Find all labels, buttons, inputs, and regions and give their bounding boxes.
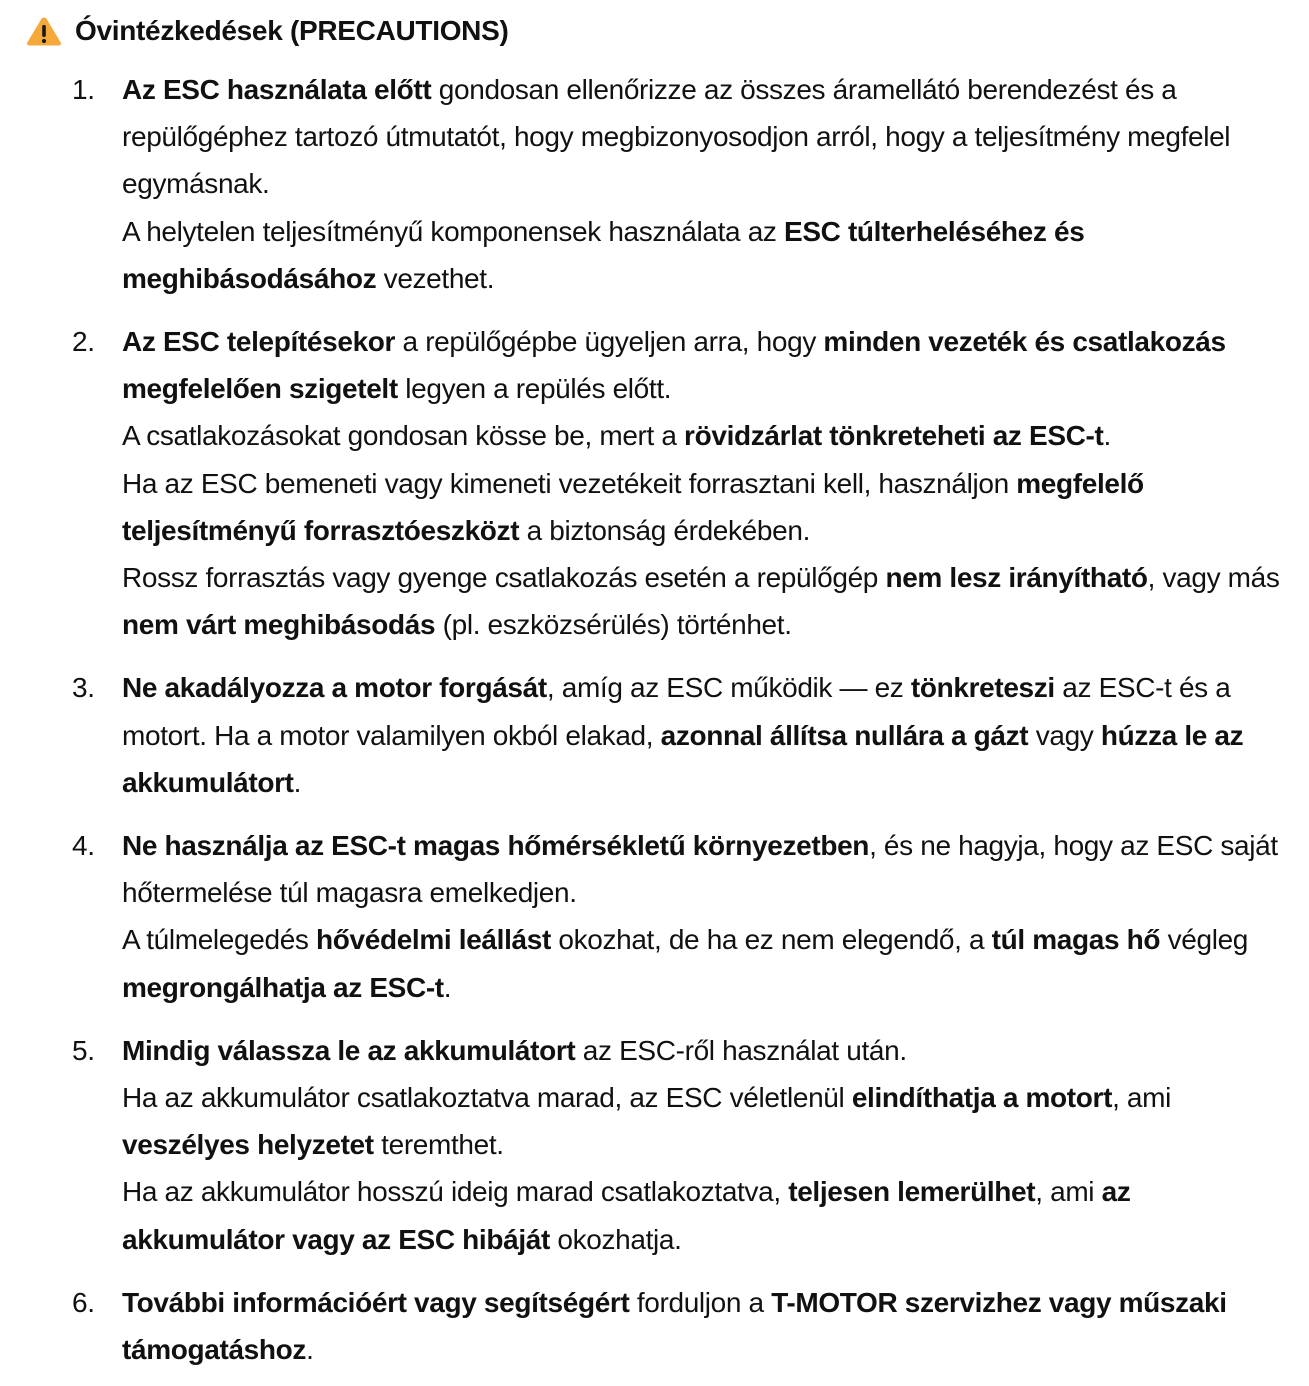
body-text: vezethet.	[376, 262, 495, 294]
emphasis-text: teljesen lemerülhet	[788, 1176, 1036, 1208]
emphasis-text: túl magas hő	[991, 924, 1161, 956]
item-body	[122, 66, 1289, 302]
item-paragraph	[122, 66, 1289, 208]
item-body	[122, 664, 1289, 806]
body-text: Rossz forrasztás vagy gyenge csatlakozás esetén a repülőgép	[122, 562, 886, 594]
body-text: .	[1103, 420, 1111, 452]
emphasis-text: rövidzárlat tönkreteheti az ESC-t	[684, 420, 1104, 452]
emphasis-text: Az ESC telepítésekor	[122, 326, 396, 358]
item-paragraph	[122, 554, 1289, 648]
emphasis-text: azonnal állítsa nullára a gázt	[660, 719, 1029, 751]
item-number: 5.	[72, 1034, 95, 1066]
emphasis-text: nem várt meghibásodás	[122, 609, 436, 641]
item-paragraph	[122, 916, 1289, 1010]
body-text: az ESC-t és a motort. Ha a motor valamilyen okból elakad,	[122, 672, 1231, 751]
emphasis-text: ESC túlterheléséhez és meghibásodásához	[122, 215, 1085, 294]
emphasis-text: Az ESC használata előtt	[122, 74, 432, 105]
precaution-item	[0, 822, 1309, 1011]
precaution-item	[0, 664, 1309, 806]
item-body	[122, 1027, 1289, 1263]
body-text: az ESC-ről használat után.	[575, 1034, 907, 1066]
item-number: 2.	[72, 326, 95, 358]
emphasis-text: Mindig válassza le az akkumulátort	[122, 1034, 576, 1066]
body-text: Ha az ESC bemeneti vagy kimeneti vezetékeit forrasztani kell, használjon	[122, 467, 1017, 499]
body-text: , ami	[1112, 1082, 1171, 1114]
body-text: , és ne hagyja, hogy az ESC saját hőtermelése túl magasra emelkedjen.	[122, 830, 1278, 909]
emphasis-text: nem lesz irányítható	[885, 562, 1148, 594]
precaution-item	[0, 318, 1309, 648]
emphasis-text: tönkreteszi	[910, 672, 1055, 704]
body-text: okozhatja.	[549, 1223, 682, 1255]
body-text: Ha az akkumulátor csatlakoztatva marad, az ESC véletlenül	[122, 1082, 852, 1114]
body-text: Ha az akkumulátor hosszú ideig marad csatlakoztatva,	[122, 1176, 789, 1208]
item-number: 6.	[72, 1286, 95, 1318]
emphasis-text: Ne használja az ESC-t magas hőmérsékletű környezetben	[122, 830, 870, 862]
body-text: .	[443, 971, 452, 1003]
body-text: , vagy más	[1147, 562, 1280, 594]
body-text: A csatlakozásokat gondosan kösse be, mert a	[122, 420, 685, 452]
emphasis-text: megrongálhatja az ESC-t	[122, 971, 444, 1003]
body-text: vagy	[1028, 719, 1101, 751]
item-paragraph	[122, 1027, 1289, 1074]
body-text: , ami	[1035, 1176, 1102, 1208]
body-text: teremthet.	[373, 1129, 504, 1161]
body-text: végleg	[1160, 924, 1249, 956]
body-text: , amíg az ESC működik — ez	[546, 672, 911, 704]
emphasis-text: hővédelmi leállást	[316, 924, 551, 956]
emphasis-text: További információért vagy segítségért	[122, 1286, 630, 1318]
item-paragraph	[122, 1168, 1289, 1262]
section-heading	[26, 12, 1309, 50]
body-text: okozhat, de ha ez nem elegendő, a	[550, 924, 992, 956]
emphasis-text: elindíthatja a motort	[851, 1082, 1113, 1114]
emphasis-text: Ne akadályozza a motor forgását	[122, 672, 547, 704]
item-paragraph	[122, 412, 1289, 459]
body-text: a biztonság érdekében.	[519, 514, 811, 546]
emphasis-text: T-MOTOR szervizhez vagy műszaki támogatáshoz	[122, 1286, 1227, 1366]
body-text: gondosan ellenőrizze az összes áramellátó berendezést és a repülőgéphez tartozó útmutatót, hogy megbizonyosodjon arról, hogy a teljesítmény megfelel egymásnak.	[122, 74, 1231, 200]
emphasis-text: húzza le az akkumulátort	[122, 719, 1244, 798]
body-text: .	[306, 1334, 314, 1366]
emphasis-text: veszélyes helyzetet	[122, 1129, 374, 1161]
item-paragraph	[122, 822, 1289, 916]
item-number: 3.	[72, 672, 95, 704]
body-text: .	[293, 766, 302, 798]
precaution-item	[0, 66, 1309, 302]
body-text: (pl. eszközsérülés) történhet.	[435, 609, 792, 641]
emphasis-text: megfelelő teljesítményű forrasztóeszközt	[122, 467, 1144, 546]
section-title: Óvintézkedések (PRECAUTIONS)	[75, 15, 509, 46]
body-text: A túlmelegedés	[122, 924, 316, 956]
item-paragraph	[122, 1074, 1289, 1168]
item-body	[122, 822, 1289, 1011]
body-text: legyen a repülés előtt.	[397, 373, 672, 405]
item-paragraph	[122, 318, 1289, 412]
precautions-list	[0, 66, 1309, 1373]
emphasis-text: az akkumulátor vagy az ESC hibáját	[122, 1176, 1131, 1255]
item-number: 1.	[72, 74, 95, 105]
item-paragraph	[122, 208, 1289, 302]
emphasis-text: minden vezeték és csatlakozás megfelelően szigetelt	[122, 326, 1226, 405]
precaution-item	[0, 1027, 1309, 1263]
item-number: 4.	[72, 830, 95, 862]
item-paragraph	[122, 664, 1289, 806]
item-body	[122, 1279, 1289, 1373]
item-body	[122, 318, 1289, 648]
warning-icon	[26, 16, 62, 46]
body-text: A helytelen teljesítményű komponensek használata az	[122, 215, 784, 247]
body-text: a repülőgépbe ügyeljen arra, hogy	[395, 326, 824, 358]
body-text: forduljon a	[629, 1286, 772, 1318]
precaution-item	[0, 1279, 1309, 1373]
item-paragraph	[122, 460, 1289, 554]
item-paragraph	[122, 1279, 1289, 1373]
